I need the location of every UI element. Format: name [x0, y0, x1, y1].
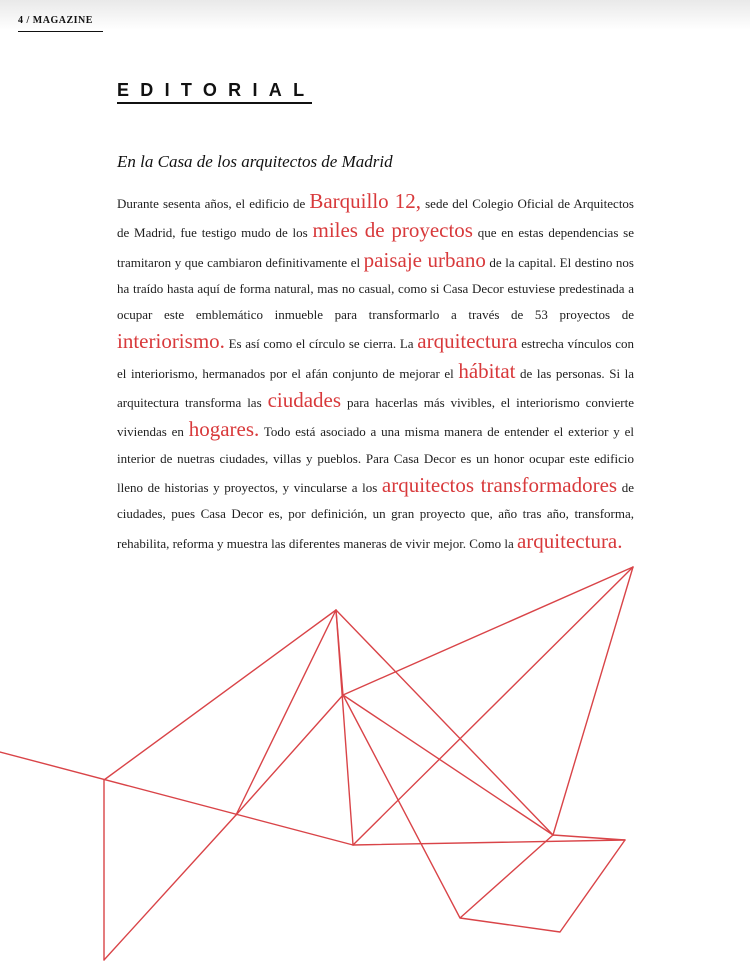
- drawing-line: [236, 695, 625, 932]
- highlight-phrase: hábitat: [458, 358, 516, 383]
- page-header: 4 / MAGAZINE: [18, 15, 93, 26]
- drawing-line: [343, 695, 553, 835]
- body-text-run: para hacerlas más vivibles, el interiorismo convierte viviendas en: [117, 395, 634, 440]
- section-title: EDITORIAL: [117, 80, 316, 100]
- drawing-line: [343, 567, 633, 695]
- drawing-line: [236, 610, 336, 815]
- highlight-phrase: paisaje urbano: [363, 247, 486, 272]
- drawing-line: [0, 752, 353, 845]
- drawing-line: [353, 840, 625, 845]
- body-text-run: de la capital. El destino nos ha traído hasta aquí de forma natural, mas no casual, como si Casa Decor estuviese predestinada a ocupar este emblemático inmueble para transformarlo a través de 53 proyectos de: [117, 254, 634, 323]
- body-text-run: sede del Colegio Oficial de Arquitectos de Madrid, fue testigo mudo de los: [117, 196, 634, 241]
- body-text-run: de ciudades, pues Casa Decor es, por definición, un gran proyecto que, año tras año, transforma, rehabilita, reforma y muestra las diferentes maneras de vivir mejor. Como la: [117, 479, 634, 551]
- highlight-phrase: hogares.: [188, 417, 260, 442]
- highlight-phrase: arquitectura: [417, 329, 518, 354]
- highlight-phrase: interiorismo.: [117, 329, 225, 354]
- highlight-phrase: arquitectos transformadores: [381, 472, 618, 497]
- highlight-phrase: Barquillo 12,: [309, 189, 422, 213]
- body-text-run: que en estas dependencias se tramitaron y que cambiaron definitivamente el: [117, 225, 634, 270]
- drawing-line: [336, 610, 343, 695]
- drawing-line: [104, 815, 236, 960]
- drawing-line: [104, 610, 353, 960]
- body-text-run: de las personas. Si la arquitectura transforma las: [117, 365, 635, 411]
- body-text-run: Es así como el círculo se cierra. La: [224, 336, 418, 352]
- body-text-run: estrecha vínculos con el interiorismo, hermanados por el afán conjunto de mejorar el: [117, 336, 634, 381]
- highlight-phrase: ciudades: [267, 388, 342, 413]
- highlight-phrase: miles de proyectos: [312, 218, 473, 243]
- body-text-run: Durante sesenta años, el edificio de: [117, 196, 310, 211]
- drawing-line: [336, 610, 553, 835]
- body-text-run: Todo está asociado a una misma manera de entender el exterior y el interior de nuetras ciudades, villas y pueblos. Para Casa Decor es un honor ocupar este edificio lleno de historias y proyectos, y vincularse a los: [117, 424, 634, 495]
- highlight-phrase: arquitectura.: [516, 528, 623, 553]
- article-subtitle: En la Casa de los arquitectos de Madrid: [117, 152, 393, 171]
